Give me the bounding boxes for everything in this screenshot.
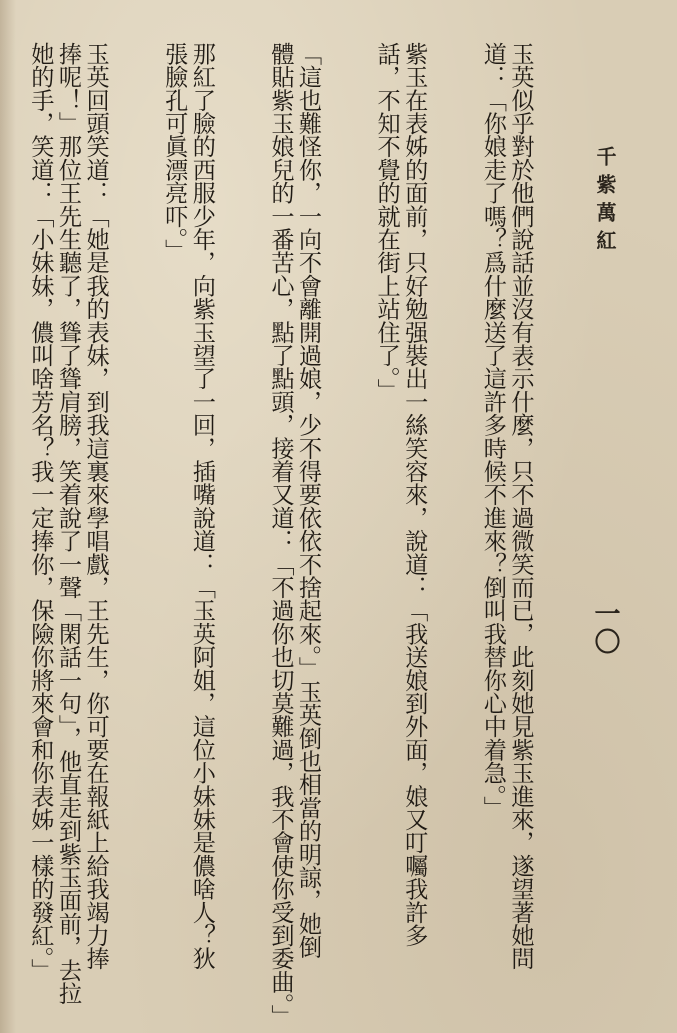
text-column: 那紅了臉的西服少年，向紫玉望了一回，插嘴說道：「玉英阿姐，這位小妹妹是儂啥人？狄 — [188, 42, 216, 970]
text-column: 「這也難怪你，一向不會離開過娘，少不得要依依不捨起來。」玉英倒也相當的明諒，她倒 — [294, 42, 322, 959]
text-column: 話，不知不覺的就在街上站住了。」 — [373, 42, 401, 402]
text-column: 玉英似乎對於他們說話並沒有表示什麼，只不過微笑而已，此刻她見紫玉進來，遂望著她問 — [506, 42, 534, 970]
text-column — [0, 42, 26, 997]
page-number: 一〇 — [590, 600, 620, 656]
text-column: 道：「你娘走了嗎？爲什麼送了這許多時候不進來？倒叫我替你心中着急。」 — [479, 42, 507, 820]
body-text — [0, 42, 585, 1028]
text-column: 張臉孔可眞漂亮吓。」 — [160, 42, 188, 263]
text-column: 紫玉在表姊的面前，只好勉强裝出一絲笑容來，說道：「我送娘到外面，娘又叮囑我許多 — [400, 42, 428, 947]
text-column: 她的手，笑道：「小妹妹，儂叫啥芳名？我一定捧你，保險你將來會和你表姊一樣的發紅。」 — [26, 42, 54, 982]
text-column: 玉英回頭笑道：「她是我的表妹，到我這裏來學唱戲，王先生，你可要在報紙上給我竭力捧 — [82, 42, 110, 970]
text-column: 體貼紫玉娘兒的一番苦心，點了點頭，接着又道：「不過你也切莫難過，我不會使你受到委曲。」 — [266, 42, 294, 1028]
running-header-title: 千紫萬紅 — [593, 146, 617, 258]
text-column: 捧呢！」那位王先生聽了，聳了聳肩膀，笑着說了一聲「閑話一句」，他直走到紫玉面前，去拉 — [54, 42, 82, 1005]
